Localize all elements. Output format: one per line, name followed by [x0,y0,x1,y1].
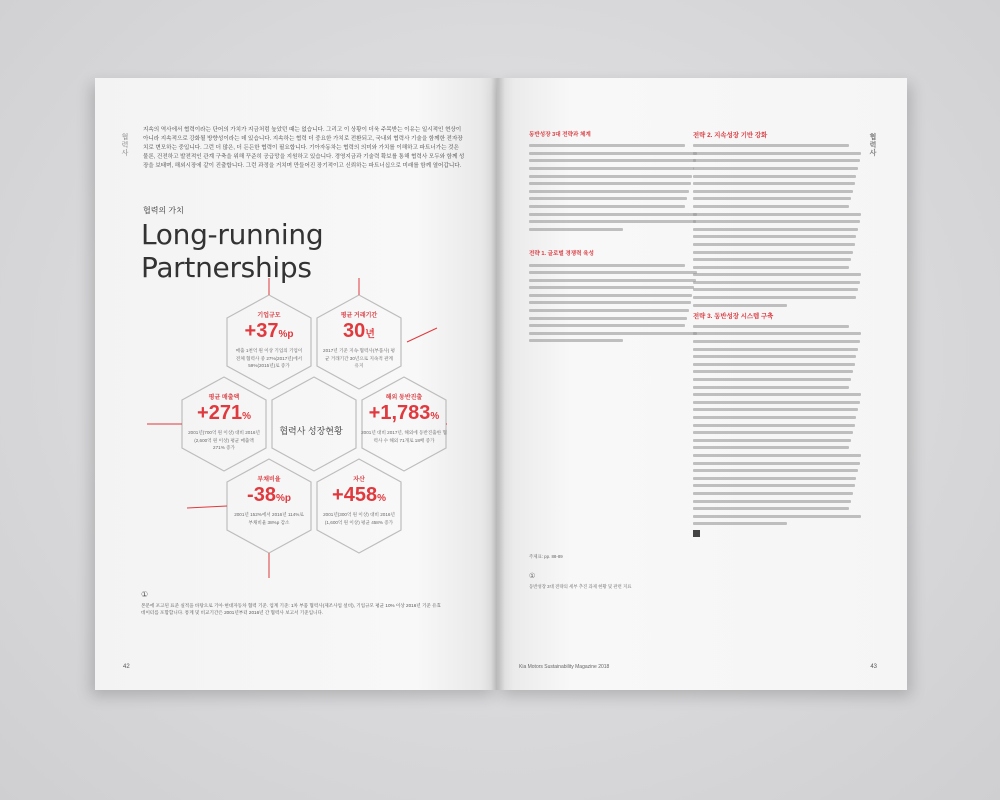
stat-debt-ratio: 부채비율 -38%p 2001년 152%에서 2016년 114%로 부채비율 38%p 감소 [234,477,304,525]
body-text-block [693,144,863,306]
text-line [693,144,849,147]
text-line [693,500,851,503]
text-line [693,266,849,269]
text-line [529,167,694,170]
text-line [529,332,697,335]
intro-paragraph: 지속의 역사에서 협력이라는 단어의 가치가 지금처럼 높았던 때는 없습니다. 그리고 이 상황이 더욱 주목받는 이유는 일시적인 현상이 아니라 지속적으로 강화될 방향성이라는 데 있습니다. 지속하는 협력 더 중요한 가치로 전환되고, 국내외 협력사 기술을 함께한 전자장치로 변모하는 중입니다. 그런 더 많은, 더 든든한 협력이 필요합니다. 기아자동차는 협력의 의미와 가치를 이해하고 파트너가는 것은 물론, 건전하고 발전적인 관계 구축을 위해 꾸준히 공급망을 지원하고 있습니다. 경영지금과 기술력 확보를 통해 협력사 모두와 함께 성장을 보태며, 해외시장에 같이 진출합니다. 그런 과정을 거치며 만들어진 장기적이고 신뢰하는 파트너십으로 미래를 함께 열어갑니다. [143,127,465,169]
text-line [693,304,787,307]
magazine-footer: Kia Motors Sustainability Magazine 2018 [519,664,610,670]
text-line [693,190,853,193]
text-line [693,288,858,291]
text-line [529,159,696,162]
text-line [693,182,855,185]
text-line [693,167,858,170]
text-line [693,431,853,434]
footnote-right: 동반성장 3대 전략의 세부 추진 과제 현황 및 관련 지표 [529,584,632,589]
text-line [693,235,856,238]
text-line [693,152,861,155]
text-line [529,152,697,155]
text-line [693,175,856,178]
open-magazine [95,78,907,690]
strategy-3-heading: 전략 3. 동반성장 시스템 구축 [693,312,774,320]
stat-trade-period: 평균 거래기간 30년 2017년 기준 지속·협력사(부품사) 평균 거래기간 30년으로 지속적 관계 유지 [323,313,395,368]
text-line [693,281,860,284]
text-line [693,492,853,495]
text-line [693,446,849,449]
text-line [693,469,858,472]
text-line [529,190,689,193]
text-line [693,424,855,427]
text-line [529,228,623,231]
text-line [693,205,849,208]
text-line [693,393,861,396]
text-line [693,386,849,389]
text-line [693,273,861,276]
section-label: 협력의 가치 [143,206,184,215]
stat-avg-revenue: 평균 매출액 +271% 2001년(700억 원 이상) 대비 2016년(2,600억 원 이상) 평균 매출액 271% 증가 [188,395,260,450]
page-title: Long-running Partnerships [141,218,324,284]
text-line [693,401,860,404]
text-line [693,408,858,411]
text-line [693,439,851,442]
text-line [529,197,687,200]
text-line [693,251,853,254]
footnote-icon-right: ① [529,573,536,580]
text-line [693,340,860,343]
strategy-heading: 동반성장 3대 전략과 체계 [529,132,591,138]
text-line [529,205,685,208]
footnote-title-right: 주제표: pp. 88-89 [529,554,563,559]
text-line [529,175,692,178]
text-line [693,454,861,457]
text-line [529,264,685,267]
strategy-1-heading: 전략 1. 글로벌 경쟁력 육성 [529,251,594,258]
text-line [693,213,861,216]
text-line [693,228,858,231]
text-line [529,213,697,216]
text-line [693,462,860,465]
footnote-icon-left: ① [141,590,149,599]
book-spine [491,78,505,690]
text-line [693,363,855,366]
side-tab-right: 협력사 [869,133,876,157]
text-line [693,197,851,200]
text-line [529,271,697,274]
text-line [693,416,856,419]
text-line [693,159,860,162]
stat-assets: 자산 +458% 2001년(300억 원 이상) 대비 2016년(1,600억 원 이상) 평균 458% 증가 [323,477,395,525]
strategy-2-heading: 전략 2. 지속성장 기반 강화 [693,132,768,139]
text-line [693,370,853,373]
text-line [693,243,855,246]
text-line [529,182,691,185]
text-line [529,144,685,147]
stat-company-size: 기업규모 +37%p 매출 1천억 원 이상 기업의 기업이 전체 협력사 중 27%(2017년)에서 59%(2015년)로 증가 [235,313,303,368]
left-page [95,78,497,690]
text-line [693,477,856,480]
text-line [529,324,685,327]
text-line [529,301,691,304]
text-line [693,378,851,381]
page-number-left: 42 [123,664,130,670]
text-line [529,279,696,282]
page-number-right: 43 [870,664,877,670]
footnote-left: 본문에 포고된 표준 실적을 바탕으로 기아·현대자동차 협력 기준. 업계 기준: 1차 부품 협력사(제조사업 설비), 기업규모 평균 10% 이상 2016년 기준 유효데이터를 포함합니다. 통계 및 비교기간은 2001년부터 2016년 간 협력사 보고서 기준입니다. [141,603,441,615]
text-line [693,507,849,510]
text-line [693,348,858,351]
right-page [497,78,907,690]
text-line [529,339,623,342]
text-line [693,220,860,223]
text-line [693,332,861,335]
body-text-block [529,144,699,231]
side-tab-left: 협력사 [121,133,128,157]
text-line [529,309,689,312]
text-line [529,286,694,289]
text-line [693,296,856,299]
text-line [529,220,696,223]
text-line [529,294,692,297]
hexagon-infographic [147,278,447,578]
text-line [529,317,687,320]
text-line [693,325,849,328]
text-line [693,522,787,525]
body-text-block [693,325,863,525]
right-column-2 [693,126,863,537]
right-column-1 [529,126,699,347]
text-line [693,484,855,487]
text-line [693,355,856,358]
hex-center-label: 협력사 성장현황 [279,426,343,436]
body-text-block [529,264,699,343]
stat-overseas-expansion: 해외 동반진출 +1,783% 2001년 대비 2017년, 해외에 동반진출한 협력사 수 해외 71개로 18배 증가 [361,395,447,443]
end-mark-icon [693,530,700,537]
text-line [693,515,861,518]
text-line [693,258,851,261]
